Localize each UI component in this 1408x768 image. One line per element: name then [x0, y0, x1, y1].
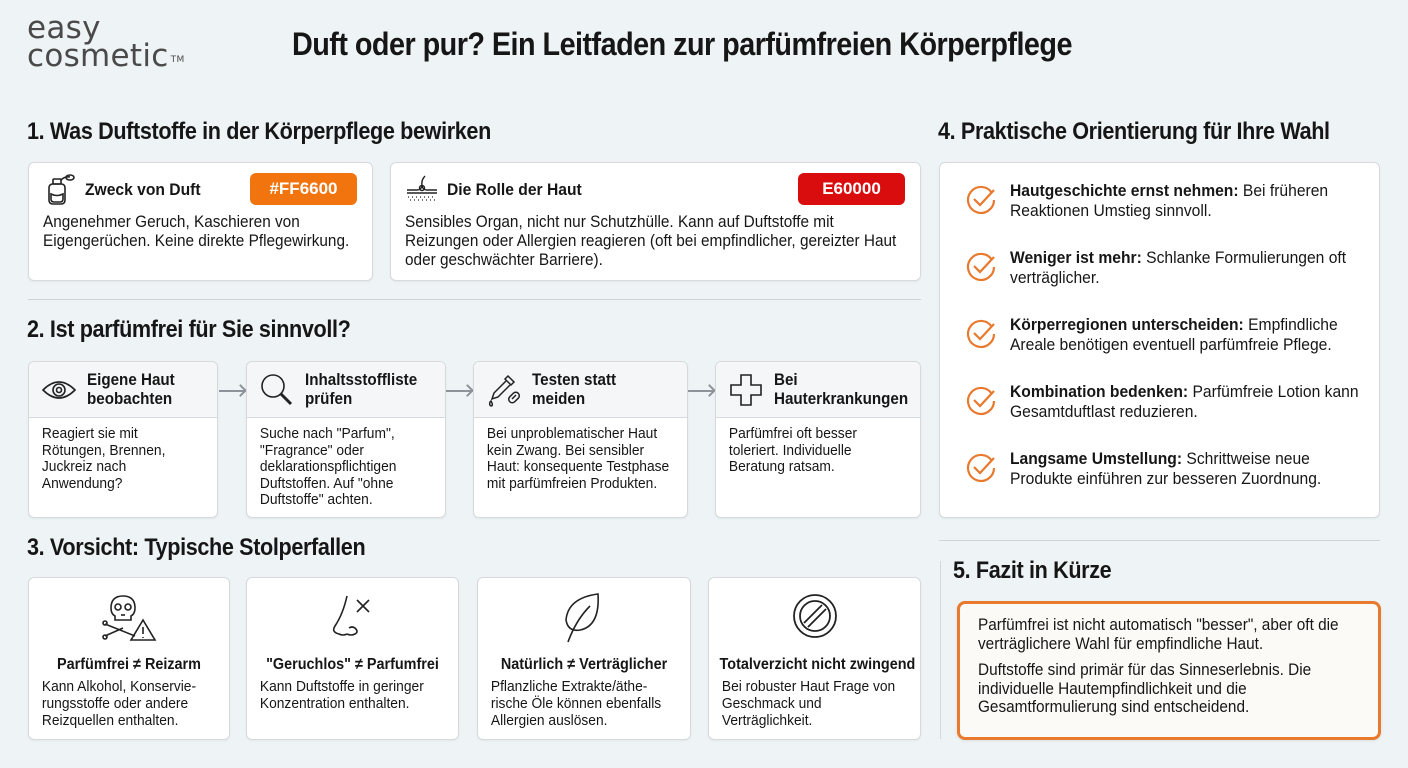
step-body: Bei unproblematischer Haut kein Zwang. Bei sensibler Haut: konsequente Testphase mit parfümfreien Produkten. — [486, 425, 670, 492]
pitfall-heading: Totalverzicht nicht zwingend — [719, 656, 916, 673]
brand-logo — [27, 10, 185, 74]
page-title: Duft oder pur? Ein Leitfaden zur parfümfreien Körperpflege — [292, 26, 1072, 62]
section-3-title: 3. Vorsicht: Typische Stolperfallen — [27, 534, 366, 561]
tip-item — [964, 248, 1390, 288]
pitfall-body: Pflanzliche Extrakte/äthe-rische Öle können ebenfalls Allergien auslösen. — [490, 678, 662, 729]
pitfall-odorless — [246, 577, 459, 740]
magnifier-icon — [259, 372, 295, 408]
tip-text: Langsame Umstellung: Schrittweise neue Produkte einführen zur besseren Zuordnung. — [1010, 449, 1322, 488]
step-test-instead-avoid — [473, 361, 688, 518]
step-body: Reagiert sie mit Rötungen, Brennen, Juckreiz nach Anwendung? — [41, 425, 166, 492]
tip-item — [964, 449, 1390, 489]
card-body: Angenehmer Geruch, Kaschieren von Eigengerüchen. Keine direkte Pflegewirkung. — [43, 213, 350, 250]
tip-item — [964, 382, 1390, 422]
card-skin-role — [390, 162, 921, 281]
perfume-bottle-icon — [43, 174, 77, 206]
dropper-icon — [486, 372, 522, 408]
conclusion-paragraph: Parfümfrei ist nicht automatisch "besser", aber oft die verträglichere Wahl für empfindliche Haut. — [978, 616, 1339, 653]
card-fragrance-purpose — [28, 162, 373, 281]
vertical-rule — [940, 561, 941, 739]
pitfall-total-renunciation — [708, 577, 921, 740]
pitfall-body: Bei robuster Haut Frage von Geschmack und Verträglichkeit. — [721, 678, 896, 729]
section-4-title: 4. Praktische Orientierung für Ihre Wahl — [938, 118, 1330, 145]
tip-text: Weniger ist mehr: Schlanke Formulierungen oft verträglicher. — [1010, 248, 1347, 287]
step-heading: Testen statt meiden — [532, 370, 617, 408]
tip-text: Körperregionen unterscheiden: Empfindliche Areale benötigen eventuell parfümfreie Pflege. — [1010, 315, 1338, 354]
step-body: Suche nach "Parfum", "Fragrance" oder deklarationspflichtigen Duftstoffen. Auf "ohne Duftstoffe" achten. — [259, 425, 397, 508]
card-body: Sensibles Organ, nicht nur Schutzhülle. Kann auf Duftstoffe mit Reizungen oder Allergien reagieren (oft bei empfindlicher, gereizter Haut oder geschwächter Barriere). — [405, 213, 897, 269]
card-heading: Zweck von Duft — [85, 180, 201, 199]
step-skin-diseases — [715, 361, 921, 518]
check-circle-icon — [964, 317, 998, 351]
check-circle-icon — [964, 183, 998, 217]
section-1-title: 1. Was Duftstoffe in der Körperpflege bewirken — [27, 118, 491, 145]
tip-item — [964, 181, 1390, 221]
skin-layer-icon — [405, 174, 439, 206]
arrow-right-icon — [446, 390, 472, 392]
pitfall-heading: Natürlich ≠ Verträglicher — [500, 656, 668, 673]
logo-line-2: cosmetic — [27, 38, 169, 74]
section-divider — [939, 540, 1380, 541]
arrow-right-icon — [688, 390, 714, 392]
tips-panel — [939, 162, 1380, 518]
color-badge-orange: #FF6600 — [250, 173, 357, 205]
check-circle-icon — [964, 384, 998, 418]
step-heading: Bei Hauterkrankungen — [774, 370, 909, 408]
tip-text: Hautgeschichte ernst nehmen: Bei früheren Reaktionen Umstieg sinnvoll. — [1010, 181, 1329, 220]
step-body: Parfümfrei oft besser toleriert. Individuelle Beratung ratsam. — [728, 425, 857, 475]
eye-icon — [41, 372, 77, 408]
pitfall-heading: "Geruchlos" ≠ Parfumfrei — [266, 656, 439, 673]
card-heading: Die Rolle der Haut — [447, 180, 582, 199]
arrow-right-icon — [219, 390, 245, 392]
step-heading: Inhaltsstoffliste prüfen — [305, 370, 418, 408]
step-observe-skin — [28, 361, 218, 518]
nose-x-icon — [325, 590, 381, 646]
section-2-title: 2. Ist parfümfrei für Sie sinnvoll? — [27, 316, 351, 343]
prohibited-icon — [787, 590, 843, 646]
step-check-ingredients — [246, 361, 446, 518]
medical-cross-icon — [728, 372, 764, 408]
pitfall-body: Kann Alkohol, Konservie-rungsstoffe oder andere Reizquellen enthalten. — [41, 678, 197, 729]
skull-warning-icon — [101, 590, 157, 646]
section-divider — [28, 299, 921, 300]
check-circle-icon — [964, 451, 998, 485]
section-5-title: 5. Fazit in Kürze — [953, 557, 1112, 584]
logo-line-1: easy — [27, 10, 101, 46]
check-circle-icon — [964, 250, 998, 284]
pitfall-perfume-free — [28, 577, 230, 740]
tip-item — [964, 315, 1390, 355]
trademark-mark: TM — [170, 55, 185, 65]
color-badge-red: E60000 — [798, 173, 905, 205]
step-heading: Eigene Haut beobachten — [87, 370, 175, 408]
pitfall-natural — [477, 577, 691, 740]
tip-text: Kombination bedenken: Parfümfreie Lotion kann Gesamtduftlast reduzieren. — [1010, 382, 1359, 421]
pitfall-body: Kann Duftstoffe in geringer Konzentration enthalten. — [259, 678, 424, 712]
conclusion-box — [957, 601, 1381, 740]
pitfall-heading: Parfümfrei ≠ Reizarm — [57, 656, 201, 673]
conclusion-paragraph: Duftstoffe sind primär für das Sinneserlebnis. Die individuelle Hautempfindlichkeit und die Gesamtformulierung sind entscheidend. — [978, 661, 1312, 716]
leaf-icon — [556, 590, 612, 646]
